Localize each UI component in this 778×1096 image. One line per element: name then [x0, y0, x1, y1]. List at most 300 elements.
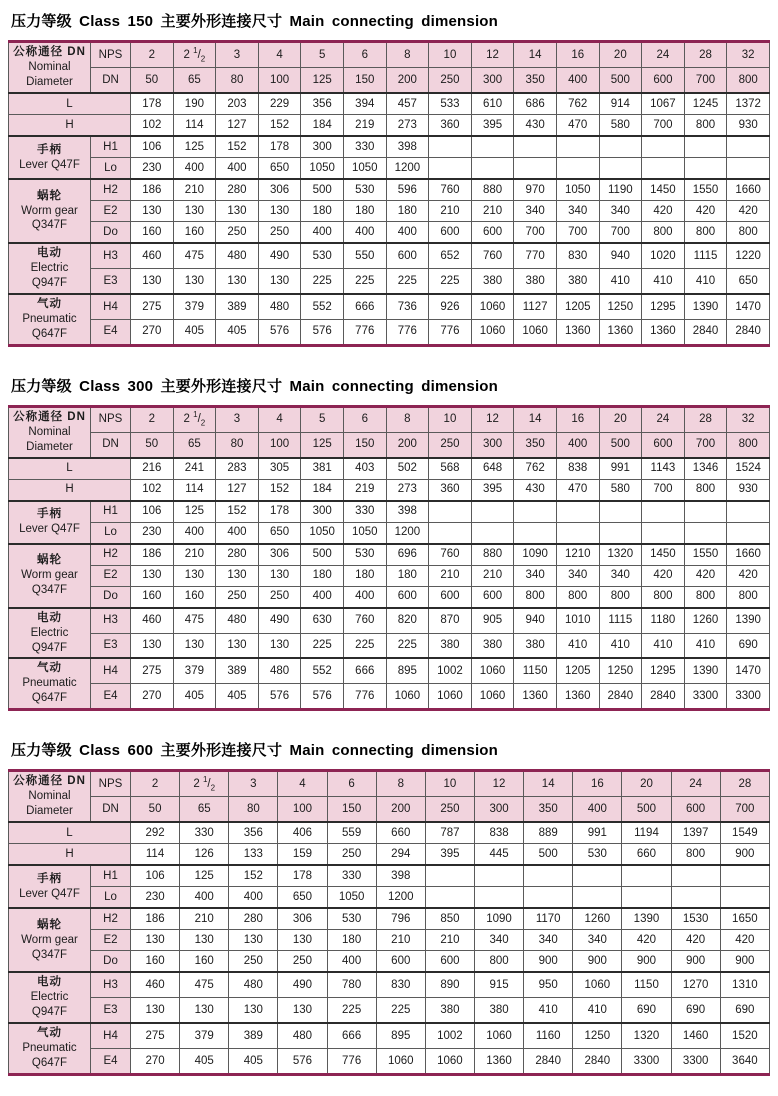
value-cell: 1320	[622, 1023, 671, 1048]
value-cell: 480	[229, 972, 278, 997]
value-cell: 280	[229, 908, 278, 930]
value-cell: 130	[173, 201, 216, 222]
value-cell: 530	[573, 844, 622, 866]
value-cell: 410	[524, 998, 573, 1023]
value-cell: 600	[471, 222, 514, 244]
value-cell: 600	[429, 586, 472, 608]
value-cell: 776	[386, 319, 429, 345]
sub-row-label-E4: E4	[91, 684, 131, 710]
dn-col-header: 800	[727, 68, 770, 94]
value-cell: 405	[180, 1048, 229, 1074]
value-cell: 130	[216, 268, 259, 293]
value-cell: 225	[301, 633, 344, 658]
value-cell: 926	[429, 294, 472, 319]
value-cell: 420	[684, 565, 727, 586]
value-cell: 1002	[429, 658, 472, 683]
value-cell: 800	[599, 586, 642, 608]
dn-col-header: 600	[642, 432, 685, 458]
sub-row-label-E2: E2	[91, 930, 131, 951]
value-cell: 2840	[684, 319, 727, 345]
nps-col-header: 28	[684, 42, 727, 68]
value-cell: 700	[599, 222, 642, 244]
value-cell: 596	[386, 179, 429, 201]
value-cell: 1060	[471, 319, 514, 345]
value-cell: 930	[727, 479, 770, 501]
empty-cell	[727, 522, 770, 544]
value-cell: 225	[386, 268, 429, 293]
value-cell: 225	[343, 633, 386, 658]
value-cell: 480	[258, 294, 301, 319]
empty-cell	[514, 158, 557, 180]
value-cell: 178	[258, 136, 301, 158]
value-cell: 1390	[684, 294, 727, 319]
value-cell: 1200	[376, 887, 425, 909]
nps-col-header: 28	[720, 771, 769, 797]
value-cell: 900	[524, 951, 573, 973]
value-cell: 379	[173, 658, 216, 683]
value-cell: 3300	[671, 1048, 720, 1074]
value-cell: 210	[180, 908, 229, 930]
table-title-class-600: 压力等级 Class 600 主要外形连接尺寸 Main connecting dimension	[11, 742, 499, 760]
value-cell: 2840	[642, 684, 685, 710]
label-zh: 电动	[37, 611, 62, 624]
value-cell: 381	[301, 458, 344, 480]
value-cell: 400	[173, 158, 216, 180]
section-class-150	[8, 10, 770, 347]
empty-cell	[727, 158, 770, 180]
group-label: 电动 Electric Q947F	[9, 972, 91, 1023]
value-cell: 210	[425, 930, 474, 951]
value-cell: 820	[386, 608, 429, 633]
sub-row-label-E4: E4	[91, 319, 131, 345]
value-cell: 648	[471, 458, 514, 480]
value-cell: 340	[524, 930, 573, 951]
dn-col-header: 200	[376, 797, 425, 823]
empty-cell	[684, 501, 727, 523]
value-cell: 160	[131, 951, 180, 973]
value-cell: 776	[343, 319, 386, 345]
group-label: 气动 Pneumatic Q647F	[9, 1023, 91, 1074]
empty-cell	[671, 865, 720, 887]
value-cell: 190	[173, 93, 216, 115]
value-cell: 280	[216, 179, 259, 201]
value-cell: 736	[386, 294, 429, 319]
value-cell: 696	[386, 544, 429, 566]
label-zh: 手柄	[37, 508, 62, 521]
nps-header: NPS	[91, 771, 131, 797]
label-zh: 电动	[37, 247, 62, 259]
group-label: 手柄 Lever Q47F	[9, 865, 91, 908]
nps-col-header: 32	[727, 406, 770, 432]
value-cell: 1250	[599, 294, 642, 319]
nps-col-header: 16	[556, 406, 599, 432]
empty-cell	[524, 887, 573, 909]
value-cell: 130	[216, 633, 259, 658]
nps-col-header: 2 $^1/_2$	[173, 42, 216, 68]
value-cell: 430	[514, 115, 557, 137]
sub-row-label-Do: Do	[91, 222, 131, 244]
nps-col-header: 20	[599, 42, 642, 68]
dn-col-header: 50	[131, 68, 174, 94]
dimension-table	[8, 769, 770, 1076]
value-cell: 210	[471, 565, 514, 586]
nps-col-header: 24	[642, 406, 685, 432]
empty-cell	[642, 522, 685, 544]
empty-cell	[514, 136, 557, 158]
nps-col-header: 2	[131, 406, 174, 432]
value-cell: 1530	[671, 908, 720, 930]
value-cell: 1060	[471, 658, 514, 683]
value-cell: 340	[556, 565, 599, 586]
value-cell: 1450	[642, 179, 685, 201]
value-cell: 130	[258, 633, 301, 658]
value-cell: 762	[514, 458, 557, 480]
value-cell: 130	[131, 201, 174, 222]
value-cell: 800	[642, 222, 685, 244]
value-cell: 1090	[514, 544, 557, 566]
nps-col-header: 12	[471, 406, 514, 432]
label-zh: 公称通径 DN	[13, 775, 86, 788]
value-cell: 800	[474, 951, 523, 973]
sub-row-label-E3: E3	[91, 998, 131, 1023]
nps-col-header: 10	[425, 771, 474, 797]
value-cell: 776	[343, 684, 386, 710]
value-cell: 445	[474, 844, 523, 866]
dn-col-header: 400	[556, 68, 599, 94]
value-cell: 340	[573, 930, 622, 951]
value-cell: 530	[327, 908, 376, 930]
value-cell: 106	[131, 865, 180, 887]
value-cell: 800	[727, 222, 770, 244]
value-cell: 780	[327, 972, 376, 997]
value-cell: 1020	[642, 243, 685, 268]
nps-col-header: 20	[622, 771, 671, 797]
value-cell: 870	[429, 608, 472, 633]
value-cell: 800	[684, 115, 727, 137]
value-cell: 270	[131, 1048, 180, 1074]
value-cell: 330	[343, 501, 386, 523]
empty-cell	[471, 522, 514, 544]
value-cell: 380	[429, 633, 472, 658]
group-label: 手柄 Lever Q47F	[9, 501, 91, 544]
value-cell: 250	[278, 951, 327, 973]
value-cell: 630	[301, 608, 344, 633]
sub-row-label-H4: H4	[91, 658, 131, 683]
value-cell: 533	[429, 93, 472, 115]
group-label: 蜗轮 Worm gear Q347F	[9, 179, 91, 243]
value-cell: 600	[425, 951, 474, 973]
dimension-table-class-600	[8, 769, 770, 1076]
value-cell: 800	[684, 479, 727, 501]
value-cell: 1360	[474, 1048, 523, 1074]
value-cell: 500	[301, 179, 344, 201]
empty-cell	[573, 887, 622, 909]
row-label-H: H	[9, 115, 131, 137]
row-label-H: H	[9, 844, 131, 866]
value-cell: 1250	[573, 1023, 622, 1048]
value-cell: 305	[258, 458, 301, 480]
empty-cell	[429, 158, 472, 180]
dimension-table-class-300	[8, 405, 770, 712]
value-cell: 152	[258, 115, 301, 137]
value-cell: 210	[376, 930, 425, 951]
empty-cell	[684, 136, 727, 158]
value-cell: 405	[173, 319, 216, 345]
value-cell: 125	[180, 865, 229, 887]
nominal-diameter-header: 公称通径 DN Nominal Diameter	[9, 771, 91, 823]
value-cell: 410	[642, 633, 685, 658]
sub-row-label-H2: H2	[91, 908, 131, 930]
value-cell: 1360	[556, 684, 599, 710]
group-label: 电动 Electric Q947F	[9, 608, 91, 659]
value-cell: 410	[573, 998, 622, 1023]
nps-col-header: 24	[671, 771, 720, 797]
value-cell: 360	[429, 479, 472, 501]
nps-col-header: 20	[599, 406, 642, 432]
dn-col-header: 500	[599, 432, 642, 458]
value-cell: 1390	[684, 658, 727, 683]
dn-col-header: 350	[514, 68, 557, 94]
value-cell: 400	[327, 951, 376, 973]
empty-cell	[471, 158, 514, 180]
value-cell: 225	[429, 268, 472, 293]
value-cell: 1200	[386, 158, 429, 180]
value-cell: 460	[131, 972, 180, 997]
value-cell: 356	[229, 822, 278, 844]
nps-col-header: 8	[376, 771, 425, 797]
value-cell: 389	[216, 294, 259, 319]
value-cell: 225	[343, 268, 386, 293]
value-cell: 830	[556, 243, 599, 268]
value-cell: 1549	[720, 822, 769, 844]
dn-col-header: 200	[386, 432, 429, 458]
value-cell: 1260	[684, 608, 727, 633]
nps-col-header: 16	[556, 42, 599, 68]
value-cell: 380	[514, 268, 557, 293]
value-cell: 180	[386, 201, 429, 222]
empty-cell	[556, 522, 599, 544]
value-cell: 776	[429, 319, 472, 345]
value-cell: 210	[173, 544, 216, 566]
value-cell: 102	[131, 479, 174, 501]
nps-col-header: 12	[471, 42, 514, 68]
value-cell: 400	[173, 522, 216, 544]
empty-cell	[471, 501, 514, 523]
value-cell: 905	[471, 608, 514, 633]
label-zh: 公称通径 DN	[13, 46, 86, 59]
value-cell: 3300	[684, 684, 727, 710]
sub-row-label-E3: E3	[91, 633, 131, 658]
value-cell: 895	[376, 1023, 425, 1048]
value-cell: 690	[727, 633, 770, 658]
label-zh: 气动	[37, 297, 62, 310]
value-cell: 900	[720, 951, 769, 973]
value-cell: 1470	[727, 294, 770, 319]
nps-col-header: 6	[327, 771, 376, 797]
value-cell: 270	[131, 319, 174, 345]
nps-col-header: 32	[727, 42, 770, 68]
value-cell: 580	[599, 479, 642, 501]
value-cell: 130	[258, 565, 301, 586]
value-cell: 2840	[727, 319, 770, 345]
value-cell: 880	[471, 179, 514, 201]
dn-col-header: 400	[556, 432, 599, 458]
value-cell: 1550	[684, 544, 727, 566]
value-cell: 410	[556, 633, 599, 658]
value-cell: 880	[471, 544, 514, 566]
value-cell: 230	[131, 887, 180, 909]
value-cell: 1127	[514, 294, 557, 319]
empty-cell	[727, 501, 770, 523]
value-cell: 490	[258, 608, 301, 633]
value-cell: 230	[131, 158, 174, 180]
value-cell: 1360	[599, 319, 642, 345]
value-cell: 1170	[524, 908, 573, 930]
value-cell: 1060	[429, 684, 472, 710]
value-cell: 1660	[727, 544, 770, 566]
value-cell: 127	[216, 115, 259, 137]
value-cell: 700	[556, 222, 599, 244]
dn-col-header: 400	[573, 797, 622, 823]
nps-col-header: 5	[301, 406, 344, 432]
value-cell: 1205	[556, 294, 599, 319]
value-cell: 395	[471, 115, 514, 137]
value-cell: 475	[173, 243, 216, 268]
nominal-diameter-header: 公称通径 DN Nominal Diameter	[9, 406, 91, 458]
value-cell: 114	[173, 115, 216, 137]
value-cell: 552	[301, 658, 344, 683]
value-cell: 1205	[556, 658, 599, 683]
sub-row-label-E3: E3	[91, 268, 131, 293]
dn-col-header: 100	[258, 68, 301, 94]
value-cell: 130	[131, 998, 180, 1023]
value-cell: 770	[514, 243, 557, 268]
sub-row-label-H4: H4	[91, 294, 131, 319]
value-cell: 405	[173, 684, 216, 710]
value-cell: 420	[727, 565, 770, 586]
empty-cell	[429, 501, 472, 523]
value-cell: 130	[131, 633, 174, 658]
value-cell: 470	[556, 479, 599, 501]
value-cell: 405	[216, 684, 259, 710]
value-cell: 410	[599, 633, 642, 658]
value-cell: 125	[173, 136, 216, 158]
value-cell: 126	[180, 844, 229, 866]
value-cell: 400	[180, 887, 229, 909]
value-cell: 1050	[343, 522, 386, 544]
value-cell: 130	[180, 998, 229, 1023]
value-cell: 480	[216, 608, 259, 633]
value-cell: 1360	[642, 319, 685, 345]
value-cell: 130	[278, 930, 327, 951]
label-zh: 蜗轮	[37, 918, 62, 931]
empty-cell	[599, 522, 642, 544]
nps-col-header: 3	[216, 406, 259, 432]
value-cell: 330	[327, 865, 376, 887]
value-cell: 914	[599, 93, 642, 115]
dn-col-header: 500	[599, 68, 642, 94]
nps-col-header: 2 $^1/_2$	[173, 406, 216, 432]
value-cell: 991	[599, 458, 642, 480]
dn-col-header: 350	[514, 432, 557, 458]
value-cell: 394	[343, 93, 386, 115]
value-cell: 1520	[720, 1023, 769, 1048]
value-cell: 420	[684, 201, 727, 222]
value-cell: 219	[343, 479, 386, 501]
value-cell: 400	[216, 522, 259, 544]
label-zh: 手柄	[37, 143, 62, 156]
nps-col-header: 14	[524, 771, 573, 797]
value-cell: 1194	[622, 822, 671, 844]
value-cell: 398	[376, 865, 425, 887]
value-cell: 1650	[720, 908, 769, 930]
dn-col-header: 65	[173, 432, 216, 458]
value-cell: 1050	[301, 158, 344, 180]
value-cell: 1250	[599, 658, 642, 683]
value-cell: 500	[524, 844, 573, 866]
value-cell: 152	[216, 501, 259, 523]
value-cell: 420	[720, 930, 769, 951]
value-cell: 273	[386, 115, 429, 137]
sub-row-label-Do: Do	[91, 586, 131, 608]
nps-header: NPS	[91, 42, 131, 68]
value-cell: 1360	[514, 684, 557, 710]
value-cell: 1470	[727, 658, 770, 683]
dn-col-header: 300	[471, 68, 514, 94]
value-cell: 1360	[556, 319, 599, 345]
empty-cell	[524, 865, 573, 887]
value-cell: 180	[343, 201, 386, 222]
value-cell: 1397	[671, 822, 720, 844]
value-cell: 1060	[474, 1023, 523, 1048]
sub-row-label-H1: H1	[91, 865, 131, 887]
value-cell: 600	[429, 222, 472, 244]
value-cell: 380	[474, 998, 523, 1023]
value-cell: 400	[343, 586, 386, 608]
dn-col-header: 700	[720, 797, 769, 823]
value-cell: 900	[720, 844, 769, 866]
value-cell: 889	[524, 822, 573, 844]
dn-col-header: 200	[386, 68, 429, 94]
empty-cell	[642, 136, 685, 158]
value-cell: 178	[258, 501, 301, 523]
value-cell: 1180	[642, 608, 685, 633]
value-cell: 480	[258, 658, 301, 683]
value-cell: 186	[131, 544, 174, 566]
value-cell: 403	[343, 458, 386, 480]
value-cell: 890	[425, 972, 474, 997]
value-cell: 1060	[573, 972, 622, 997]
value-cell: 380	[556, 268, 599, 293]
value-cell: 1190	[599, 179, 642, 201]
value-cell: 340	[514, 565, 557, 586]
label-zh: 气动	[37, 662, 62, 675]
label-zh: 蜗轮	[37, 189, 62, 202]
empty-cell	[573, 865, 622, 887]
nps-col-header: 4	[258, 406, 301, 432]
value-cell: 762	[556, 93, 599, 115]
label-zh: 手柄	[37, 872, 62, 885]
value-cell: 660	[622, 844, 671, 866]
value-cell: 186	[131, 908, 180, 930]
value-cell: 690	[671, 998, 720, 1023]
value-cell: 389	[229, 1023, 278, 1048]
value-cell: 340	[514, 201, 557, 222]
value-cell: 1060	[425, 1048, 474, 1074]
value-cell: 400	[301, 586, 344, 608]
dn-col-header: 300	[474, 797, 523, 823]
value-cell: 1450	[642, 544, 685, 566]
